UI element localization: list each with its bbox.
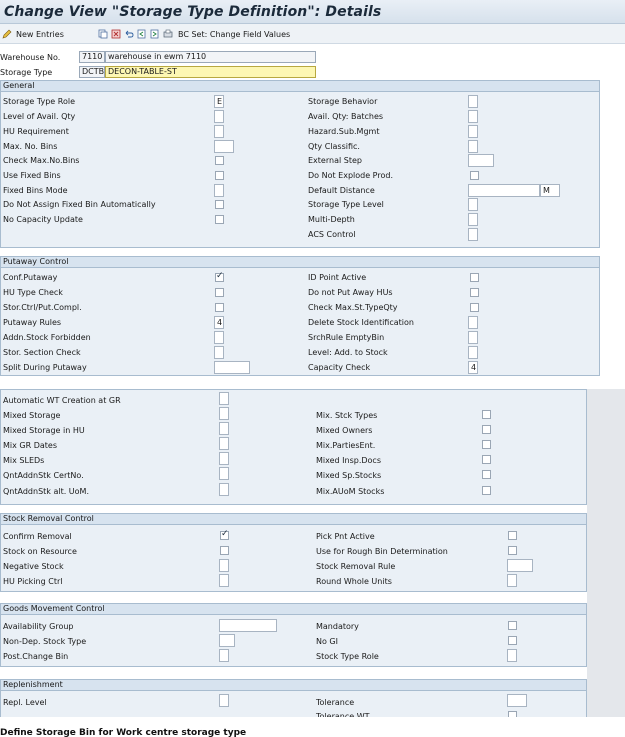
storage-type-field[interactable]: DCTB: [79, 66, 105, 78]
max-no-bins-field[interactable]: [214, 140, 234, 153]
non-dep-stock-type-label: Non-Dep. Stock Type: [3, 637, 87, 646]
warehouse-no-field[interactable]: 7110: [79, 51, 105, 63]
delete-stock-identification-label: Delete Stock Identification: [308, 318, 414, 327]
stock-removal-group-header: Stock Removal Control: [0, 513, 587, 525]
check-max-st-typeqty-checkbox[interactable]: [470, 303, 479, 312]
hu-picking-ctrl-field[interactable]: [219, 574, 229, 587]
storage-type-level-field[interactable]: [468, 198, 478, 211]
goods-movement-group-body: [0, 615, 587, 667]
stock-type-role-label: Stock Type Role: [316, 652, 379, 661]
storage-behavior-label: Storage Behavior: [308, 97, 378, 106]
stock-on-resource-label: Stock on Resource: [3, 547, 77, 556]
rough-bin-determination-checkbox[interactable]: [508, 546, 517, 555]
non-dep-stock-type-field[interactable]: [219, 634, 235, 647]
split-during-putaway-field[interactable]: [214, 361, 250, 374]
post-change-bin-field[interactable]: [219, 649, 229, 662]
storage-type-level-label: Storage Type Level: [308, 200, 384, 209]
tolerance-label: Tolerance: [316, 698, 355, 707]
bc-set-button[interactable]: [178, 27, 290, 41]
tolerance-field[interactable]: [507, 694, 527, 707]
screenshot-divider: [0, 380, 625, 389]
general-group-body: [0, 92, 600, 248]
do-not-put-away-hus-checkbox[interactable]: [470, 288, 479, 297]
max-no-bins-label: Max. No. Bins: [3, 142, 58, 151]
stor-ctrl-put-compl-label: Stor.Ctrl/Put.Compl.: [3, 303, 82, 312]
stor-ctrl-put-compl-checkbox[interactable]: [215, 303, 224, 312]
mandatory-checkbox[interactable]: [508, 621, 517, 630]
mixed-insp-docs-checkbox[interactable]: [482, 455, 491, 464]
mixed-owners-checkbox[interactable]: [482, 425, 491, 434]
acs-control-field[interactable]: [468, 228, 478, 241]
confirm-removal-checkbox[interactable]: [220, 531, 229, 540]
confirm-removal-label: Confirm Removal: [3, 532, 72, 541]
putaway-group-body: [0, 268, 600, 376]
replenishment-group-body: [0, 691, 587, 717]
conf-putaway-checkbox[interactable]: [215, 273, 224, 282]
mix-sleds-field[interactable]: [219, 452, 229, 465]
level-add-to-stock-field[interactable]: [468, 346, 478, 359]
title-bar: [0, 0, 625, 24]
print-icon[interactable]: [163, 29, 173, 39]
level-add-to-stock-label: Level: Add. to Stock: [308, 348, 388, 357]
automatic-wt-creation-field[interactable]: [219, 392, 229, 405]
mixed-sp-stocks-checkbox[interactable]: [482, 470, 491, 479]
mixed-storage-label: Mixed Storage: [3, 411, 61, 420]
document-caption: Define Storage Bin for Work centre storage type: [0, 728, 247, 737]
storage-type-role-label: Storage Type Role: [3, 97, 75, 106]
avail-qty-batches-label: Avail. Qty: Batches: [308, 112, 384, 121]
stor-section-check-label: Stor. Section Check: [3, 348, 81, 357]
copy-icon[interactable]: [98, 29, 108, 39]
new-entries-label: New Entries: [16, 29, 64, 39]
multi-depth-label: Multi-Depth: [308, 215, 355, 224]
availability-group-label: Availability Group: [3, 622, 74, 631]
stor-section-check-field[interactable]: [214, 346, 224, 359]
id-point-active-label: ID Point Active: [308, 273, 367, 282]
check-max-no-bins-checkbox[interactable]: [215, 156, 224, 165]
fixed-bins-mode-label: Fixed Bins Mode: [3, 186, 68, 195]
pencil-icon: [2, 29, 12, 39]
stock-on-resource-checkbox[interactable]: [220, 546, 229, 555]
stock-removal-group-body: [0, 525, 587, 592]
capacity-check-label: Capacity Check: [308, 363, 371, 372]
replenishment-group-header: Replenishment: [0, 679, 587, 691]
do-not-explode-prod-label: Do Not Explode Prod.: [308, 171, 393, 180]
mix-parties-ent-checkbox[interactable]: [482, 440, 491, 449]
pick-pnt-active-label: Pick Pnt Active: [316, 532, 375, 541]
do-not-explode-prod-checkbox[interactable]: [470, 171, 479, 180]
storage-type-role-field[interactable]: E: [214, 95, 224, 108]
qntaddnstk-certno-label: QntAddnStk CertNo.: [3, 471, 84, 480]
negative-stock-label: Negative Stock: [3, 562, 64, 571]
srchrule-emptybin-field[interactable]: [468, 331, 478, 344]
hu-requirement-label: HU Requirement: [3, 127, 69, 136]
delete-stock-identification-field[interactable]: [468, 316, 478, 329]
no-assign-fixed-bin-label: Do Not Assign Fixed Bin Automatically: [3, 200, 156, 209]
mix-stck-types-label: Mix. Stck Types: [316, 411, 378, 420]
hu-type-check-label: HU Type Check: [3, 288, 63, 297]
avail-qty-batches-field[interactable]: [468, 110, 478, 123]
putaway-rules-field[interactable]: 4: [214, 316, 224, 329]
round-whole-units-field[interactable]: [507, 574, 517, 587]
warehouse-label: Warehouse No.: [0, 53, 61, 62]
undo-icon[interactable]: [124, 29, 134, 39]
pick-pnt-active-checkbox[interactable]: [508, 531, 517, 540]
qty-classific-label: Qty Classific.: [308, 142, 360, 151]
mix-sleds-label: Mix SLEDs: [3, 456, 45, 465]
mixed-sp-stocks-label: Mixed Sp.Stocks: [316, 471, 382, 480]
no-gi-label: No GI: [316, 637, 338, 646]
check-max-no-bins-label: Check Max.No.Bins: [3, 156, 80, 165]
qty-classific-field[interactable]: [468, 140, 478, 153]
negative-stock-field[interactable]: [219, 559, 229, 572]
default-distance-label: Default Distance: [308, 186, 375, 195]
hu-requirement-field[interactable]: [214, 125, 224, 138]
mix-auom-stocks-label: Mix.AUoM Stocks: [316, 487, 385, 496]
hu-type-check-checkbox[interactable]: [215, 288, 224, 297]
hazard-sub-mgmt-label: Hazard.Sub.Mgmt: [308, 127, 380, 136]
goods-movement-group-header: Goods Movement Control: [0, 603, 587, 615]
putaway-group-header: Putaway Control: [0, 256, 600, 268]
storage-type-label: Storage Type: [0, 68, 53, 77]
hazard-sub-mgmt-field[interactable]: [468, 125, 478, 138]
default-distance-unit-field[interactable]: M: [540, 184, 560, 197]
post-change-bin-label: Post.Change Bin: [3, 652, 69, 661]
putaway-rules-label: Putaway Rules: [3, 318, 62, 327]
addn-stock-forbidden-label: Addn.Stock Forbidden: [3, 333, 91, 342]
level-avail-qty-label: Level of Avail. Qty: [3, 112, 76, 121]
do-not-put-away-hus-label: Do not Put Away HUs: [308, 288, 393, 297]
external-step-field[interactable]: [468, 154, 494, 167]
warehouse-desc-field: warehouse in ewm 7110: [105, 51, 316, 63]
mix-gr-dates-field[interactable]: [219, 437, 229, 450]
mixed-owners-label: Mixed Owners: [316, 426, 373, 435]
id-point-active-checkbox[interactable]: [470, 273, 479, 282]
storage-behavior-field[interactable]: [468, 95, 478, 108]
mandatory-label: Mandatory: [316, 622, 359, 631]
mixed-insp-docs-label: Mixed Insp.Docs: [316, 456, 381, 465]
capacity-check-field[interactable]: 4: [468, 361, 478, 374]
fixed-bins-mode-field[interactable]: [214, 184, 224, 197]
mix-stck-types-checkbox[interactable]: [482, 410, 491, 419]
stock-type-role-field[interactable]: [507, 649, 517, 662]
level-avail-qty-field[interactable]: [214, 110, 224, 123]
srchrule-emptybin-label: SrchRule EmptyBin: [308, 333, 385, 342]
addn-stock-forbidden-field[interactable]: [214, 331, 224, 344]
acs-control-label: ACS Control: [308, 230, 356, 239]
availability-group-field[interactable]: [219, 619, 277, 632]
mixed-storage-in-hu-field[interactable]: [219, 422, 229, 435]
conf-putaway-label: Conf.Putaway: [3, 273, 58, 282]
round-whole-units-label: Round Whole Units: [316, 577, 392, 586]
stock-removal-rule-label: Stock Removal Rule: [316, 562, 396, 571]
qntaddnstk-certno-field[interactable]: [219, 467, 229, 480]
split-during-putaway-label: Split During Putaway: [3, 363, 87, 372]
delete-icon[interactable]: [111, 29, 121, 39]
storage-type-desc-field: DECON-TABLE-ST: [105, 66, 316, 78]
new-entries-button[interactable]: [2, 27, 64, 41]
qntaddnstk-alt-uom-field[interactable]: [219, 483, 229, 496]
multi-depth-field[interactable]: [468, 213, 478, 226]
repl-level-label: Repl. Level: [3, 698, 47, 707]
mix-auom-stocks-checkbox[interactable]: [482, 486, 491, 495]
bc-set-label: BC Set: Change Field Values: [178, 29, 291, 39]
no-capacity-update-label: No Capacity Update: [3, 215, 83, 224]
mixed-storage-in-hu-label: Mixed Storage in HU: [3, 426, 85, 435]
external-step-label: External Step: [308, 156, 362, 165]
repl-level-field[interactable]: [219, 694, 229, 707]
mix-gr-dates-label: Mix GR Dates: [3, 441, 57, 450]
automatic-wt-creation-label: Automatic WT Creation at GR: [3, 396, 121, 405]
mix-parties-ent-label: Mix.PartiesEnt.: [316, 441, 376, 450]
stock-removal-rule-field[interactable]: [507, 559, 533, 572]
no-capacity-update-checkbox[interactable]: [215, 215, 224, 224]
no-assign-fixed-bin-checkbox[interactable]: [215, 200, 224, 209]
no-gi-checkbox[interactable]: [508, 636, 517, 645]
mixed-storage-field[interactable]: [219, 407, 229, 420]
use-fixed-bins-checkbox[interactable]: [215, 171, 224, 180]
check-max-st-typeqty-label: Check Max.St.TypeQty: [308, 303, 398, 312]
default-distance-field[interactable]: [468, 184, 540, 197]
rough-bin-determination-label: Use for Rough Bin Determination: [316, 547, 448, 556]
right-margin-strip: [587, 389, 625, 719]
hu-picking-ctrl-label: HU Picking Ctrl: [3, 577, 63, 586]
page-title: Change View "Storage Type Definition": Details: [4, 4, 382, 20]
application-toolbar: [0, 24, 625, 44]
next-entry-icon[interactable]: [150, 29, 160, 39]
previous-entry-icon[interactable]: [137, 29, 147, 39]
use-fixed-bins-label: Use Fixed Bins: [3, 171, 61, 180]
qntaddnstk-alt-uom-label: QntAddnStk alt. UoM.: [3, 487, 89, 496]
general-group-header: General: [0, 80, 600, 92]
